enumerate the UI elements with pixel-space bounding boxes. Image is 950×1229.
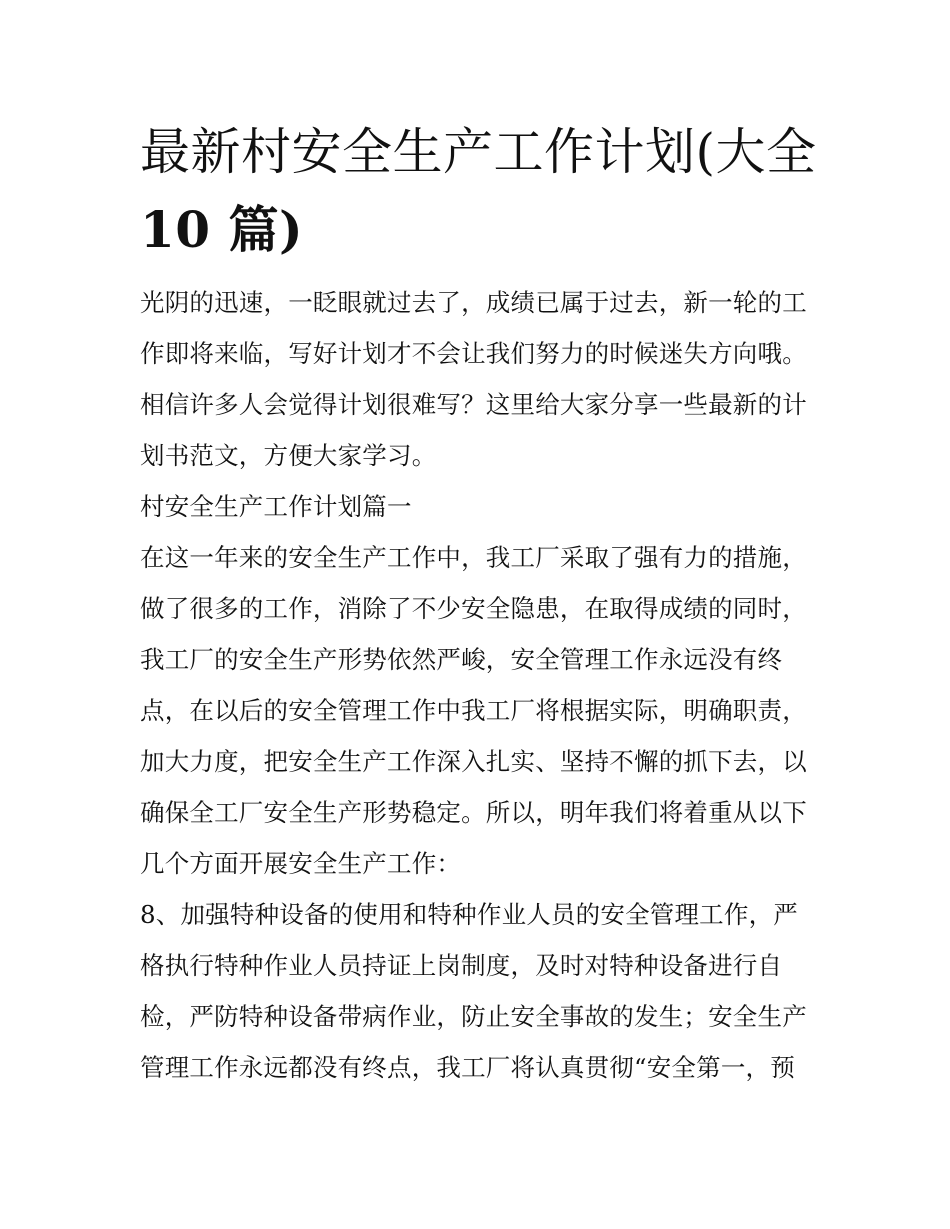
body-line: 相信许多人会觉得计划很难写？这里给大家分享一些最新的计 <box>140 390 807 419</box>
document-body <box>140 277 820 1093</box>
body-line: 格执行特种作业人员持证上岗制度，及时对特种设备进行自 <box>140 951 783 980</box>
body-line: 做了很多的工作，消除了不少安全隐患，在取得成绩的同时， <box>140 594 807 623</box>
body-line: 作即将来临，写好计划才不会让我们努力的时候迷失方向哦。 <box>140 339 807 368</box>
section-heading: 村安全生产工作计划篇一 <box>140 492 412 521</box>
body-line: 检，严防特种设备带病作业，防止安全事故的发生；安全生产 <box>140 1002 807 1031</box>
body-line: 我工厂的安全生产形势依然严峻，安全管理工作永远没有终 <box>140 645 783 674</box>
body-line: 光阴的迅速，一眨眼就过去了，成绩已属于过去，新一轮的工 <box>140 288 807 317</box>
title-line-1: 最新村安全生产工作计划(大全 <box>140 123 817 181</box>
document-title <box>140 113 820 269</box>
body-line: 8、加强特种设备的使用和特种作业人员的安全管理工作，严 <box>140 900 798 929</box>
body-line: 管理工作永远都没有终点，我工厂将认真贯彻“安全第一，预 <box>140 1053 795 1082</box>
title-line-2: 10 篇) <box>140 200 304 259</box>
body-line: 加大力度，把安全生产工作深入扎实、坚持不懈的抓下去，以 <box>140 747 807 776</box>
body-line: 点，在以后的安全管理工作中我工厂将根据实际，明确职责， <box>140 696 807 725</box>
body-line: 在这一年来的安全生产工作中，我工厂采取了强有力的措施， <box>140 543 807 572</box>
body-line: 确保全工厂安全生产形势稳定。所以，明年我们将着重从以下 <box>140 798 807 827</box>
body-line: 几个方面开展安全生产工作： <box>140 849 462 878</box>
body-line: 划书范文，方便大家学习。 <box>140 441 437 470</box>
